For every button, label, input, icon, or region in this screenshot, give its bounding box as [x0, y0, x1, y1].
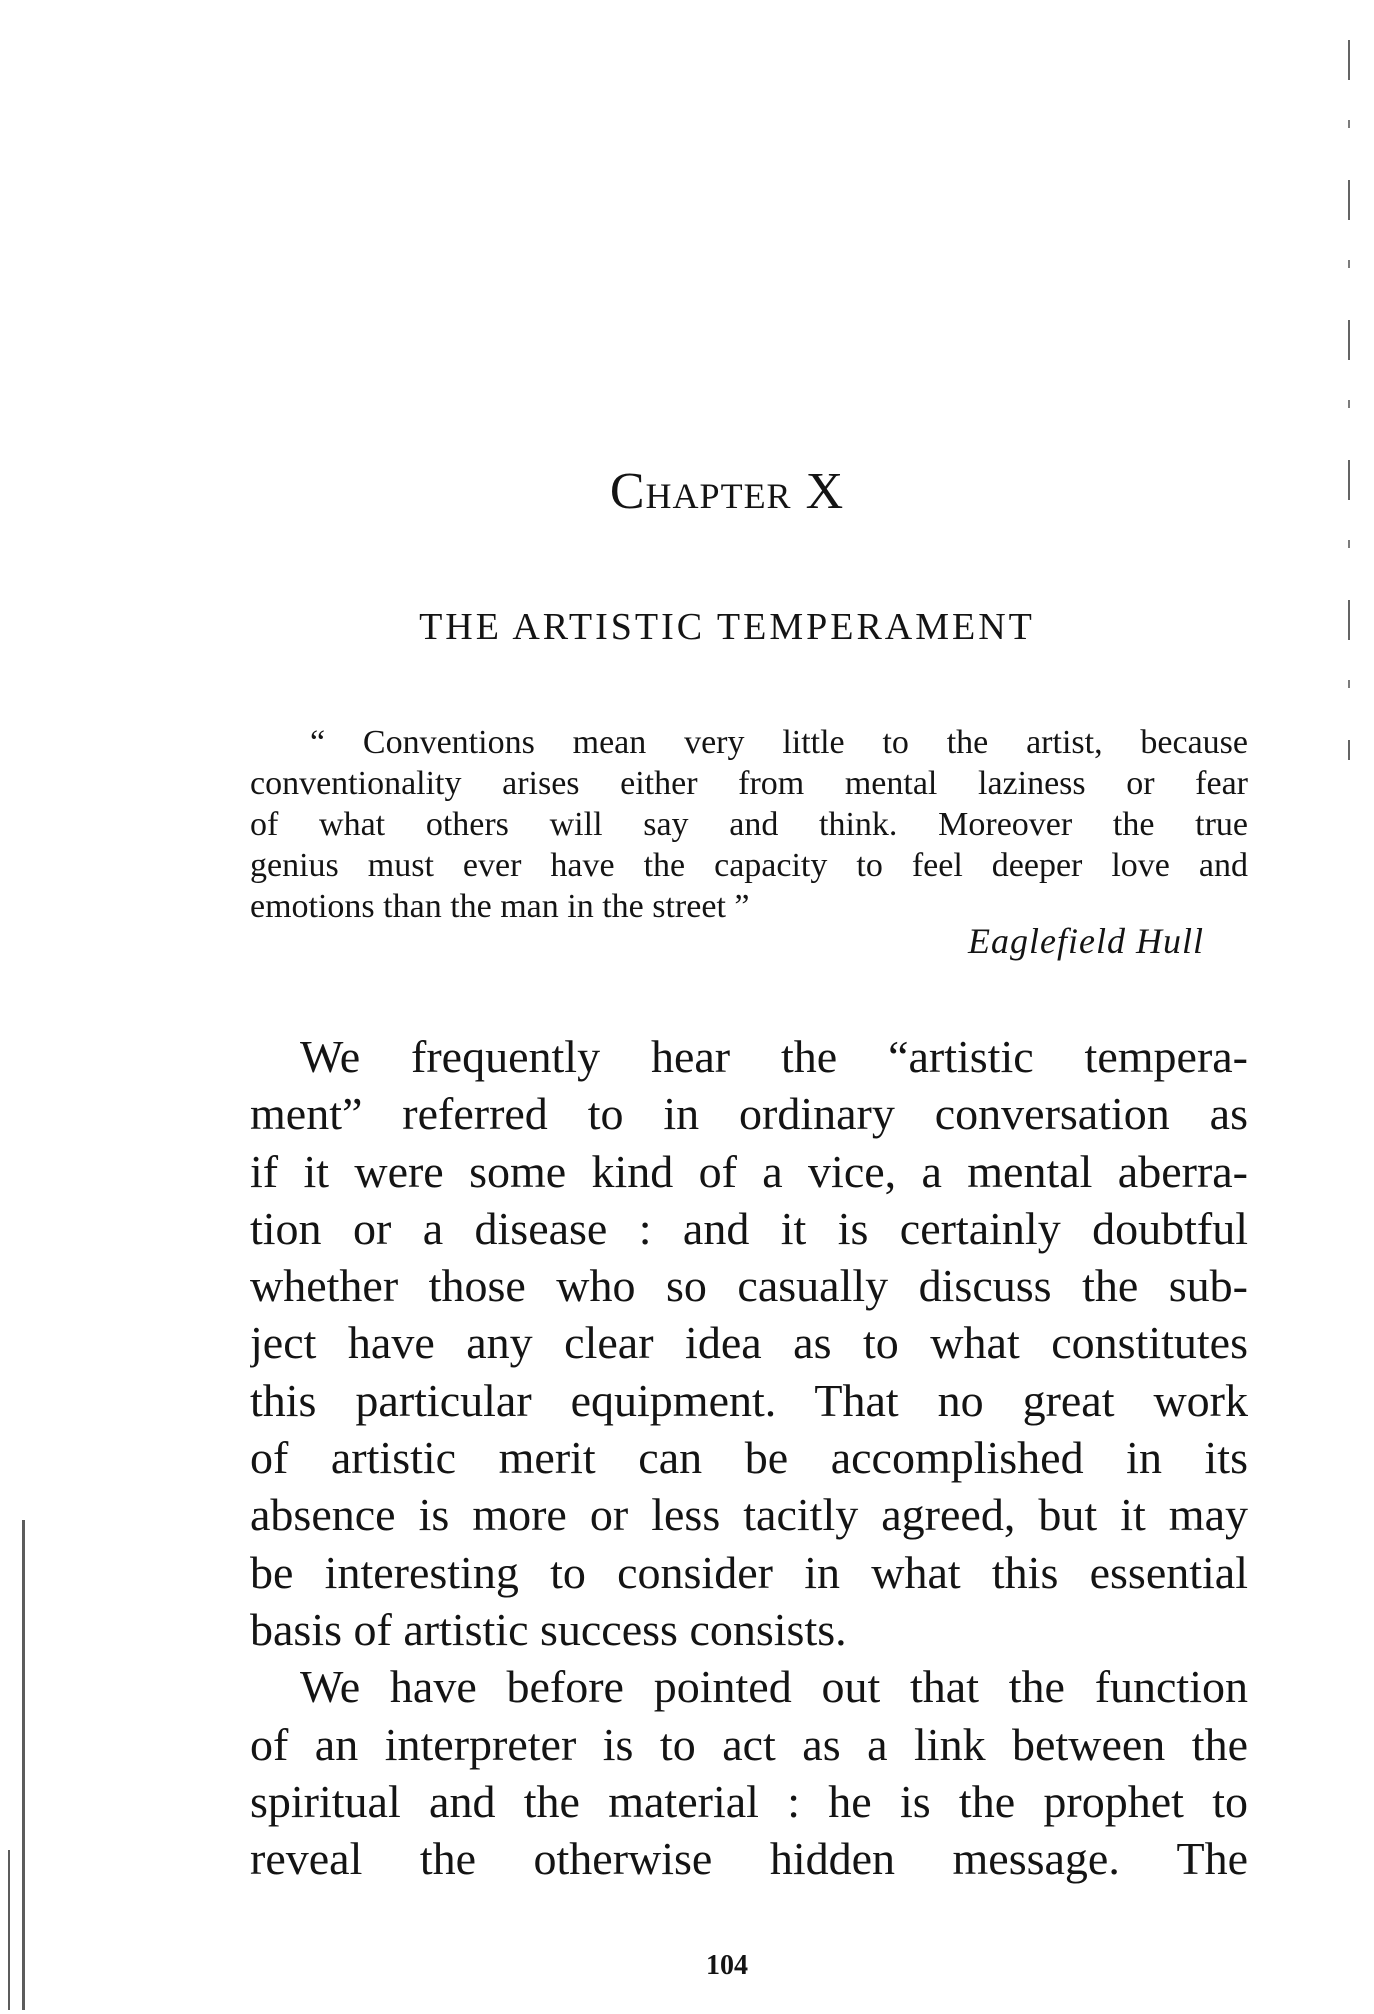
body-line: spiritual and the material : he is the prophet to — [250, 1775, 1248, 1827]
epigraph-line: “ Conventions mean very little to the artist, because — [310, 724, 1248, 761]
epigraph — [250, 722, 1248, 927]
body-line: if it were some kind of a vice, a mental aberra- — [250, 1145, 1248, 1197]
epigraph-line: conventionality arises either from mental laziness or fear — [250, 765, 1248, 802]
body-line: ment” referred to in ordinary conversation as — [250, 1088, 1248, 1140]
scan-margin-artifact — [22, 1520, 25, 2010]
epigraph-line: genius must ever have the capacity to feel deeper love and — [250, 847, 1248, 884]
body-line: ject have any clear idea as to what constitutes — [250, 1317, 1248, 1369]
body-text — [250, 1028, 1248, 1887]
body-line: absence is more or less tacitly agreed, but it may — [250, 1489, 1248, 1541]
chapter-title: THE ARTISTIC TEMPERAMENT — [419, 606, 1035, 648]
body-line: basis of artistic success consists. — [250, 1603, 847, 1655]
chapter-heading: Chapter X — [609, 463, 845, 520]
epigraph-line: emotions than the man in the street ” — [250, 888, 750, 925]
epigraph-attribution: Eaglefield Hull — [968, 921, 1204, 961]
body-line: We frequently hear the “artistic tempera- — [300, 1031, 1248, 1082]
scan-margin-artifact — [8, 1850, 10, 2010]
body-line: tion or a disease : and it is certainly doubtful — [250, 1202, 1248, 1254]
page-number: 104 — [706, 1950, 748, 1981]
body-line: We have before pointed out that the function — [300, 1661, 1248, 1713]
epigraph-line: of what others will say and think. Moreover the true — [250, 806, 1248, 843]
body-line: reveal the otherwise hidden message. The — [250, 1833, 1248, 1885]
scan-margin-artifact — [1348, 40, 1350, 760]
body-line: whether those who so casually discuss the sub- — [250, 1260, 1248, 1312]
body-line: of an interpreter is to act as a link between the — [250, 1718, 1248, 1770]
body-line: of artistic merit can be accomplished in its — [250, 1432, 1248, 1484]
body-line: be interesting to consider in what this essential — [250, 1546, 1248, 1598]
body-line: this particular equipment. That no great work — [250, 1374, 1248, 1426]
